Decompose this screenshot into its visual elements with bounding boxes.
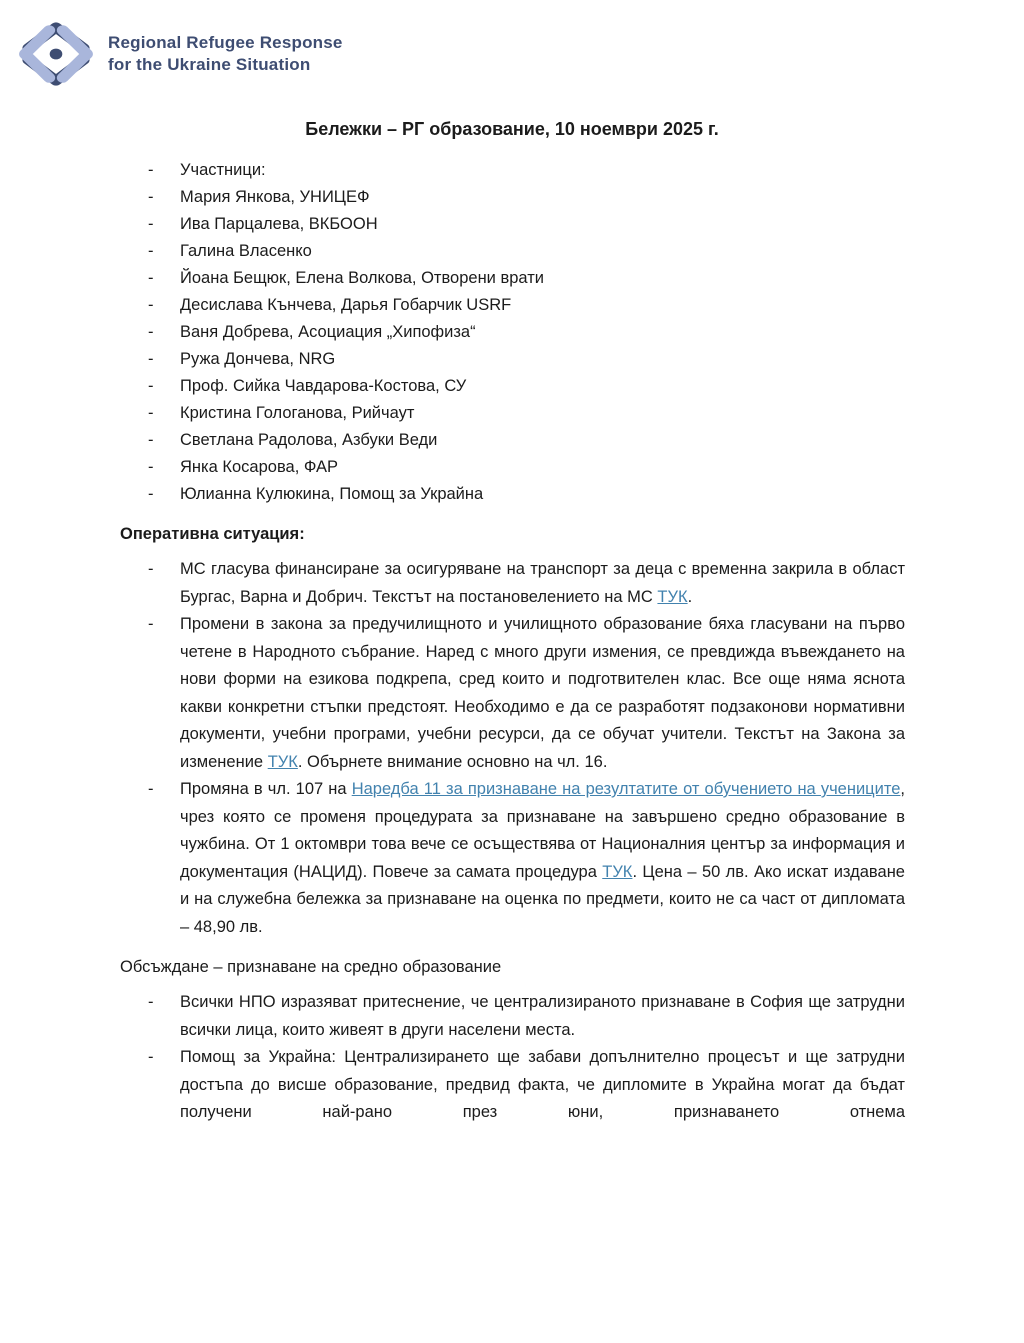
bullet-item (120, 1044, 905, 1127)
dash-bullet-marker: - (148, 1048, 154, 1066)
dash-bullet-marker: - (148, 161, 154, 179)
bullet-list (120, 989, 905, 1127)
participant-text: Проф. Сийка Чавдарова-Костова, СУ (180, 377, 467, 395)
participant-text: Мария Янкова, УНИЦЕФ (180, 188, 370, 206)
participant-text: Десислава Кънчева, Дарья Гобарчик USRF (180, 296, 512, 314)
participant-item (120, 265, 1024, 292)
dash-bullet-marker: - (148, 242, 154, 260)
participant-item (120, 481, 1024, 508)
participant-item (120, 346, 1024, 373)
participant-text: Галина Власенко (180, 242, 312, 260)
bullet-text: Промени в закона за предучилищното и училищното образование бяха гласувани на първо четене в Народното събрание. Наред с много други измения, се превдижда въвеждането на нови форми на езикова подкрепа, сред които и подготвителен клас. Все още няма яснота какви конкретни стъпки предстоят. Необходимо е да се разработят подзаконови нормативни документи, учебни програми, учебни ресурси, да се обучат учители. Текстът на Закона за изменение ТУК. Обърнете внимание основно на чл. 16. (180, 615, 905, 771)
participant-text: Ива Парцалева, ВКБООН (180, 215, 378, 233)
page-title: Бележки – РГ образование, 10 ноември 2025 г. (305, 119, 719, 139)
refugee-response-logo-icon (14, 18, 98, 90)
dash-bullet-marker: - (148, 993, 154, 1011)
participant-text: Кристина Гологанова, Рийчаут (180, 404, 415, 422)
participants-list (120, 157, 1024, 508)
bullet-text: Промяна в чл. 107 на Наредба 11 за признаване на резултатите от обучението на учениците, чрез която се променя процедурата за признаване на завършено средно образование в чужбина. От 1 октомври това вече се осъществява от Националния център за информация и документация (НАЦИД). Повече за самата процедура ТУК. Цена – 50 лв. Ако искат издаване и на служебна бележка за признаване на оценка по предмети, които не са част от дипломата – 48,90 лв. (180, 780, 905, 936)
dash-bullet-marker: - (148, 615, 154, 633)
dash-bullet-marker: - (148, 215, 154, 233)
bullet-text: Помощ за Украйна: Централизирането ще забави допълнително процесът и ще затрудни достъпа до висше образование, предвид факта, че дипломите в Украйна могат да бъдат получени най-рано през юни, признаването отнема (180, 1048, 905, 1121)
participant-text: Янка Косарова, ФАР (180, 458, 339, 476)
participant-text: Участници: (180, 161, 266, 179)
dash-bullet-marker: - (148, 188, 154, 206)
dash-bullet-marker: - (148, 350, 154, 368)
law-amendment-tuk-link[interactable]: ТУК (267, 752, 298, 771)
bullet-item (120, 776, 905, 941)
dash-bullet-marker: - (148, 323, 154, 341)
participant-item (120, 454, 1024, 481)
ms-decree-tuk-link[interactable]: ТУК (657, 587, 688, 606)
dash-bullet-marker: - (148, 560, 154, 578)
section-heading: Обсъждане – признаване на средно образование (120, 958, 502, 976)
participant-item (120, 238, 1024, 265)
section-heading: Оперативна ситуация: (120, 525, 305, 543)
dash-bullet-marker: - (148, 296, 154, 314)
procedure-tuk-link[interactable]: ТУК (602, 862, 633, 881)
logo (14, 18, 1024, 90)
bullet-text: Всички НПО изразяват притеснение, че централизираното признаване в София ще затрудни всички лица, които живеят в други населени места. (180, 993, 905, 1039)
dash-bullet-marker: - (148, 269, 154, 287)
participant-item (120, 427, 1024, 454)
dash-bullet-marker: - (148, 377, 154, 395)
participant-item (120, 373, 1024, 400)
participant-item (120, 211, 1024, 238)
naredba-11-link[interactable]: Наредба 11 за признаване на резултатите от обучението на учениците (351, 780, 901, 798)
logo-text-line2: for the Ukraine Situation (108, 55, 311, 74)
participant-item (120, 292, 1024, 319)
logo-text (108, 32, 343, 76)
dash-bullet-marker: - (148, 485, 154, 503)
bullet-list (120, 556, 905, 941)
dash-bullet-marker: - (148, 458, 154, 476)
dash-bullet-marker: - (148, 431, 154, 449)
participant-item (120, 157, 1024, 184)
participant-text: Ружа Дончева, NRG (180, 350, 336, 368)
bullet-item (120, 556, 905, 611)
logo-text-line1: Regional Refugee Response (108, 33, 343, 52)
bullet-item (120, 611, 905, 776)
participant-text: Светлана Радолова, Азбуки Веди (180, 431, 438, 449)
participant-item (120, 184, 1024, 211)
participant-text: Юлианна Кулюкина, Помощ за Украйна (180, 485, 484, 503)
bullet-item (120, 989, 905, 1044)
dash-bullet-marker: - (148, 404, 154, 422)
participant-text: Ваня Добрева, Асоциация „Хипофиза“ (180, 323, 476, 341)
participant-text: Йоана Бещюк, Елена Волкова, Отворени врати (180, 269, 545, 287)
participant-item (120, 400, 1024, 427)
bullet-text: МС гласува финансиране за осигуряване на транспорт за деца с временна закрила в област Бургас, Варна и Добрич. Текстът на постановелението на МС ТУК. (180, 560, 905, 606)
sections (0, 521, 1024, 1127)
dash-bullet-marker: - (148, 780, 154, 798)
participant-item (120, 319, 1024, 346)
